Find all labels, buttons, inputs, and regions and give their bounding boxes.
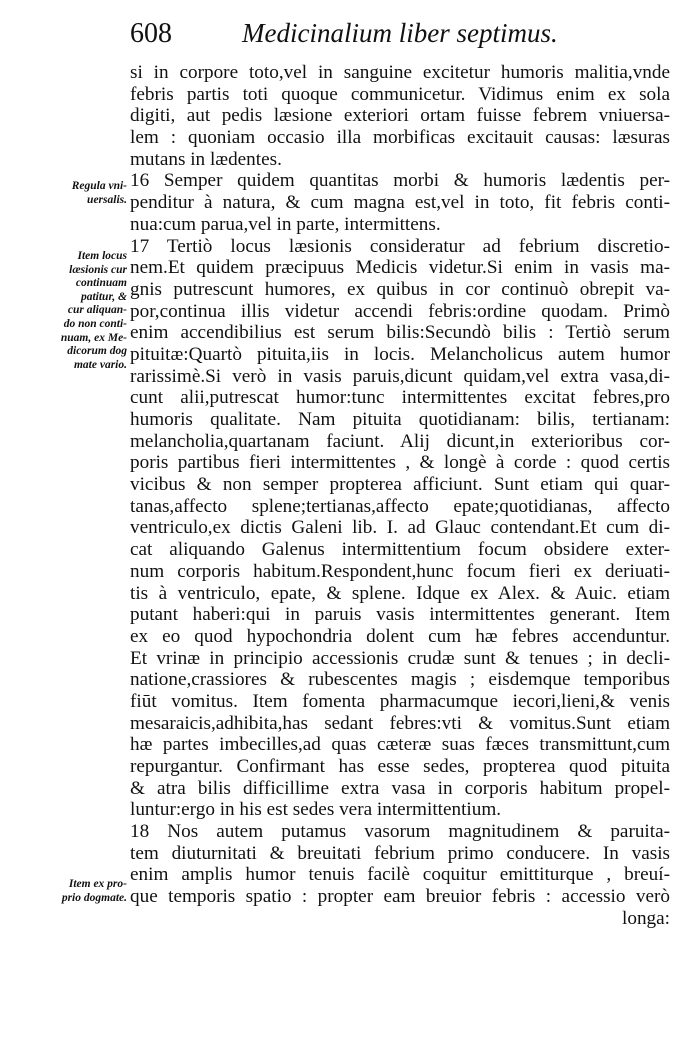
margin-note-line: dicorum dog	[67, 345, 127, 358]
margin-note-line: cur aliquan-	[67, 304, 127, 317]
margin-note-line: uersalis.	[87, 193, 127, 206]
text-line: putant haberi:qui in paruis vasis intermittentes generant. Item	[130, 604, 670, 626]
text-line: ventriculo,ex dictis Galeni lib. I. ad Glauc contendant.Et cum di-	[130, 517, 670, 539]
text-line: poris partibus fieri intermittentes , & longè à corde : quod certis	[130, 452, 670, 474]
margin-note-line: Item locus	[77, 250, 127, 262]
text-line: luntur:ergo in his est sedes vera intermittentium.	[130, 799, 502, 821]
text-line: por,continua illis videtur accendi febris:ordine quodam. Primò	[130, 300, 670, 322]
page-number: 608	[130, 18, 172, 49]
text-line: humoris qualitate. Nam pituita quotidianam: bilis, tertianam:	[130, 409, 670, 430]
text-line: hæ partes imbecilles,ad quas cæteræ suas fæces transmittunt,cum	[130, 734, 670, 756]
text-line: repurgantur. Confirmant has esse sedes, propterea quod pituita	[130, 756, 670, 777]
text-line: cat aliquando Galenus intermittentium focum obsidere exter-	[130, 539, 670, 561]
text-line: fiūt vomitus. Item fomenta pharmacumque iecori,lieni,& venis	[130, 690, 670, 712]
text-line: enim amplis humor tenuis facilè coquitur emittiturque , breuí-	[130, 864, 670, 886]
text-line: natione,crassiores & rubescentes magis ; eisdemque temporibus	[130, 669, 670, 691]
page-header	[130, 18, 570, 58]
text-line: gnis putrescunt humores, ex quibus in cor continuò obrepit va-	[130, 278, 670, 300]
text-line: penditur à natura, & cum magna est,vel in toto, fit febris conti-	[130, 192, 670, 214]
text-line: num corporis habitum.Respondent,hunc focum fieri ex deriuati-	[130, 560, 670, 582]
text-line: 18 Nos autem putamus vasorum magnitudinem & paruita-	[130, 821, 670, 843]
text-line: febris partis toti quoque communicetur. Vidimus enim ex sola	[130, 83, 670, 105]
text-line: enim accendibilius est serum bilis:Secundò bilis : Tertiò serum	[130, 322, 670, 344]
body-text	[130, 62, 670, 930]
margin-note-line: mate vario.	[73, 358, 127, 371]
margin-note-line: continuam	[75, 277, 127, 290]
margin-note-line: Regula vni-	[71, 180, 127, 192]
text-line: lem : quoniam occasio illa morbificas excitauit causas: læsuras	[130, 127, 670, 149]
text-line: nua:cum parua,vel in parte, intermittens.	[130, 213, 441, 235]
running-title: Medicinalium liber septimus.	[242, 18, 558, 48]
text-line: melancholia,quartanam faciunt. Alij dicunt,in exterioribus cor-	[130, 430, 670, 452]
text-line: que temporis spatio : propter eam breuior febris : accessio verò	[130, 886, 670, 908]
margin-note-regula	[45, 180, 127, 207]
text-line: cunt alii,putrescat humor:tunc intermittentes excitat febres,pro	[130, 387, 670, 409]
text-line: si in corpore toto,vel in sanguine excitetur humoris malitia,vnde	[130, 62, 670, 83]
margin-note-line: Item ex pro-	[68, 878, 127, 890]
text-line: 16 Semper quidem quantitas morbi & humoris lædentis per-	[130, 170, 670, 192]
margin-note-line: do non conti-	[63, 317, 127, 330]
margin-note-item-ex-proprio	[45, 878, 127, 905]
margin-note-line: læsionis cur	[69, 263, 127, 276]
margin-note-line: nuam, ex Me-	[60, 331, 127, 344]
text-line: ex eo quod hypochondria dolent cum hæ febres accenduntur.	[130, 625, 670, 647]
text-line: rarissimè.Si verò in vasis paruis,dicunt quidam,vel extra vasa,di-	[130, 365, 670, 387]
text-line: mesaraicis,adhibita,has sedant febres:vti & vomitus.Sunt etiam	[130, 712, 670, 734]
margin-note-line: patitur, &	[80, 290, 127, 303]
text-line: digiti, aut pedis læsione exteriori ortam fuisse febrem vniuersa-	[130, 105, 670, 127]
text-line: tis à ventriculo, epate, & splene. Idque ex Alex. & Auic. etiam	[130, 582, 670, 604]
text-line: tanas,affecto splene;tertianas,affecto epate;quotidianas, affecto	[130, 495, 670, 517]
text-line: mutans in lædentes.	[130, 148, 282, 170]
text-line: 17 Tertiò locus læsionis consideratur ad febrium discretio-	[130, 235, 670, 257]
text-line: & atra bilis difficillime extra vasa in corporis habitum propel-	[130, 777, 670, 799]
text-line: vicibus & non semper propterea afficiunt. Sunt etiam qui quar-	[130, 474, 670, 496]
margin-note-item-locus	[45, 250, 127, 372]
text-line: pituitæ:Quartò pituita,iis in locis. Melancholicus autem humor	[130, 343, 670, 365]
margin-note-line: prio dogmate.	[61, 891, 127, 904]
text-line: Et vrinæ in principio accessionis crudæ sunt & tenues ; in decli-	[130, 647, 670, 669]
text-line: tem diuturnitati & breuitati febrium primo conducere. In vasis	[130, 842, 670, 864]
text-line: nem.Et quidem præcipuus Medicis videtur.Si enim in vasis ma-	[130, 257, 670, 279]
catchword: longa:	[622, 907, 670, 929]
